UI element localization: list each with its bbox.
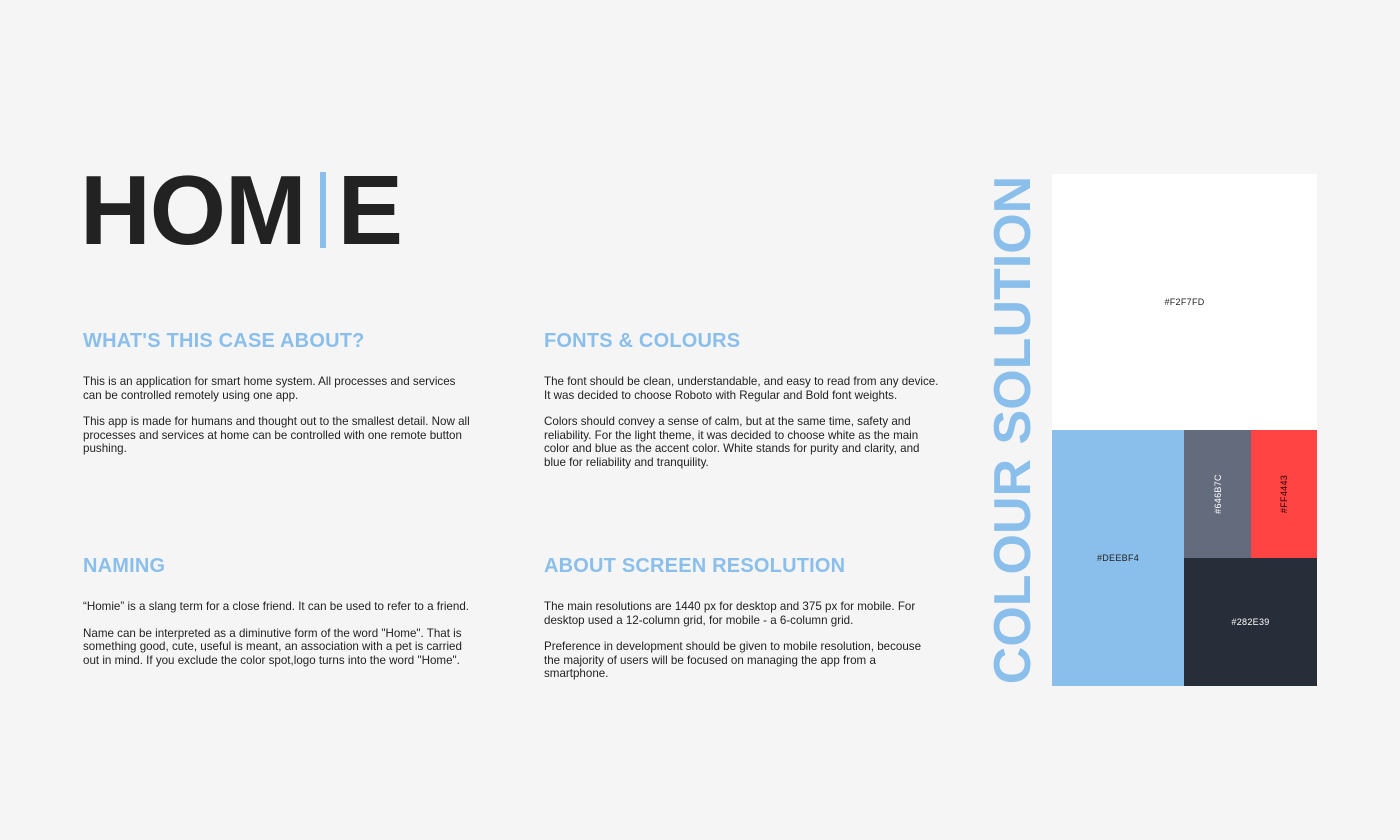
case-about-paragraph: This app is made for humans and thought out to the smallest detail. Now all processes and services at home can be controlled with one remote button pushing. xyxy=(83,415,470,456)
swatch-blue xyxy=(1052,430,1184,686)
colour-solution-heading-text: COLOUR SOLUTION xyxy=(984,175,1042,684)
swatch-blue-label: #DEEBF4 xyxy=(1096,553,1140,563)
swatch-white-label: #F2F7FD xyxy=(1164,297,1205,307)
fonts-colours-paragraph: The font should be clean, understandable, and easy to read from any device. It was decided to choose Roboto with Regular and Bold font weights. xyxy=(544,375,939,402)
naming-paragraph: “Homie” is a slang term for a close friend. It can be used to refer to a friend. xyxy=(83,600,469,613)
swatch-white xyxy=(1052,174,1317,430)
screen-resolution-paragraph: The main resolutions are 1440 px for desktop and 375 px for mobile. For desktop used a 12-column grid, for mobile - a 6-column grid. xyxy=(544,600,916,627)
section-fonts-colours xyxy=(544,330,942,483)
case-about-paragraph: This is an application for smart home system. All processes and services can be controlled remotely using one app. xyxy=(83,375,456,402)
naming-paragraph: Name can be interpreted as a diminutive form of the word "Home". That is something good, cute, useful is meant, an association with a pet is carried out in mind. If you exclude the color spot,logo turns into the word "Home". xyxy=(83,626,462,667)
logo-accent-bar xyxy=(320,172,326,248)
swatch-dark-label: #282E39 xyxy=(1231,617,1270,627)
section-title-naming: NAMING xyxy=(83,555,166,577)
swatch-gray xyxy=(1184,430,1251,558)
logo-text-right: E xyxy=(337,155,403,265)
section-naming xyxy=(83,555,475,680)
swatch-dark xyxy=(1184,558,1317,686)
section-case-about xyxy=(83,330,473,469)
colour-palette xyxy=(1052,174,1317,686)
colour-solution-heading xyxy=(984,172,1042,687)
screen-resolution-paragraph: Preference in development should be given to mobile resolution, becouse the majority of users will be focused on managing the app from a smartphone. xyxy=(544,640,922,681)
swatch-red-label: #FF4443 xyxy=(1279,474,1289,514)
section-title-case-about: WHAT'S THIS CASE ABOUT? xyxy=(83,330,365,352)
section-screen-resolution xyxy=(544,555,936,694)
swatch-red xyxy=(1251,430,1317,558)
homie-logo xyxy=(80,155,403,265)
section-title-fonts-colours: FONTS & COLOURS xyxy=(544,330,741,352)
logo-text-left: HOM xyxy=(80,155,306,265)
section-title-screen-resolution: ABOUT SCREEN RESOLUTION xyxy=(544,555,846,577)
fonts-colours-paragraph: Colors should convey a sense of calm, but at the same time, safety and reliability. For the light theme, it was decided to choose white as the main color and blue as the accent color. White stands for purity and clarity, and blue for reliability and tranquility. xyxy=(544,415,920,469)
swatch-gray-label: #646B7C xyxy=(1212,474,1223,514)
